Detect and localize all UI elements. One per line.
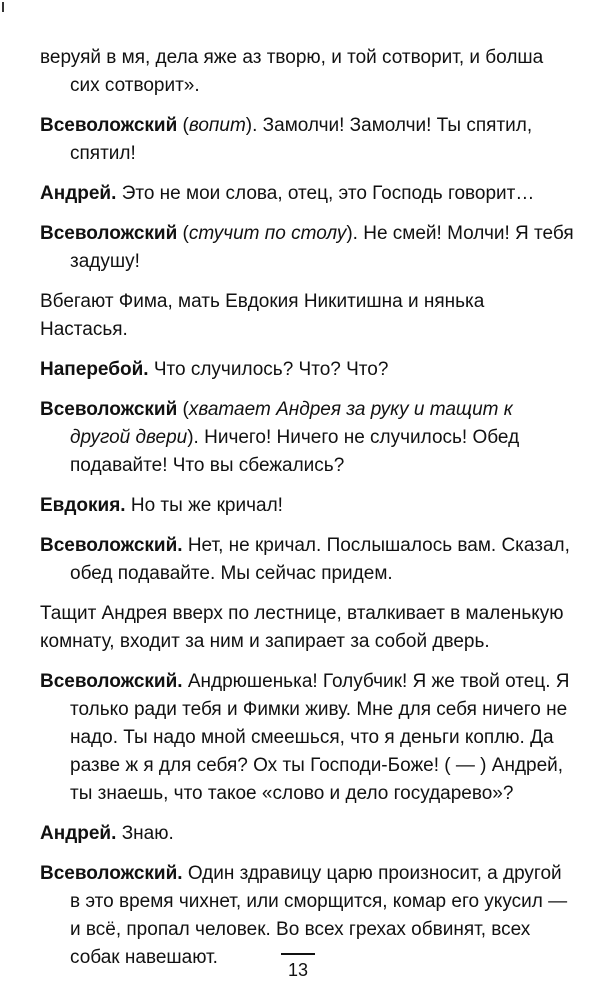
dialogue-line: Всеволожский (хватает Андрея за руку и тащит к другой двери). Ничего! Ничего не случилось! Обед подавайте! Что вы сбежались? [40,399,520,476]
dialogue-text: Замолчи! Замолчи! Ты спятил, спятил! [70,115,533,164]
speaker-name: Наперебой [40,359,144,380]
dialogue-text: Андрюшенька! Голубчик! Я же твой отец. Я только ради тебя и Фимки живу. Мне для себя ничего не надо. Ты надо мной смеешься, что я деньги коплю. Да разве ж я для себя? Ох ты Господи-Боже! ( — ) Андрей, ты знаешь, что такое «слово и дело государево»? [70,671,570,804]
dialogue-text: Нет, не кричал. Послышалось вам. Сказал, обед подавайте. Мы сейчас придем. [70,535,570,584]
dialogue-text: Не смей! Молчи! Я тебя задушу! [70,223,574,272]
speaker-name: Всеволожский [40,399,178,420]
dialogue-text: Знаю. [121,823,174,844]
dialogue-text: Один здравицу царю произносит, а другой в это время чихнет, или сморщится, комар его укусил — и всё, пропал человек. Во всех грехах обвинят, всех собак навешают. [70,863,568,968]
dialogue-text: Ничего! Ничего не случилось! Обед подавайте! Что вы сбежались? [70,427,520,476]
stage-direction: вопит [188,115,246,136]
stage-text: Вбегают Фима, мать Евдокия Никитишна и нянька Настасья. [40,291,485,340]
stage-paragraph [40,600,576,656]
stage-paragraph [40,288,576,344]
speaker-name: Всеволожский [40,535,178,556]
speaker-name: Андрей [40,183,112,204]
stage-direction: стучит по столу [188,223,347,244]
dialogue-line: Всеволожский (вопит). Замолчи! Замолчи! Ты спятил, спятил! [40,115,533,164]
dialogue-text: Что случилось? Что? Что? [153,359,389,380]
stage-direction: хватает Андрея за руку и тащит к другой двери [70,399,513,448]
dialogue-line: Андрей. Знаю. [40,823,174,844]
speaker-name: Всеволожский [40,671,178,692]
speaker-name: Всеволожский [40,223,178,244]
speaker-name: Всеволожский [40,863,178,884]
dialogue-line: Евдокия. Но ты же кричал! [40,495,283,516]
scan-corner-mark [2,2,4,12]
speaker-name: Евдокия [40,495,121,516]
dialogue-line: Всеволожский. Один здравицу царю произносит, а другой в это время чихнет, или сморщится, комар его укусил — и всё, пропал человек. Во всех грехах обвинят, всех собак навешают. [40,863,568,968]
dialogue-line: Всеволожский (стучит по столу). Не смей! Молчи! Я тебя задушу! [40,223,574,272]
dialogue-line: Всеволожский. Андрюшенька! Голубчик! Я же твой отец. Я только ради тебя и Фимки живу. Мне для себя ничего не надо. Ты надо мной смеешься, что я деньги коплю. Да разве ж я для себя? Ох ты Господи-Боже! ( — ) Андрей, ты знаешь, что такое «слово и дело государево»? [40,671,570,804]
page-number: 13 [287,960,309,980]
dialogue-text: Но ты же кричал! [130,495,283,516]
dialogue-text: Это не мои слова, отец, это Господь говорит… [121,183,535,204]
book-page-text [40,44,576,984]
paragraph-text: веруяй в мя, дела яже аз творю, и той сотворит, и болша сих сотворит». [40,47,544,96]
page-number-rule [281,953,315,955]
stage-text: Тащит Андрея вверх по лестнице, вталкивает в маленькую комнату, входит за ним и запирает за собой дверь. [40,603,564,652]
speaker-name: Андрей [40,823,112,844]
speaker-name: Всеволожский [40,115,178,136]
dialogue-line: Наперебой. Что случилось? Что? Что? [40,359,389,380]
dialogue-line: Андрей. Это не мои слова, отец, это Господь говорит… [40,183,535,204]
dialogue-line: Всеволожский. Нет, не кричал. Послышалось вам. Сказал, обед подавайте. Мы сейчас придем. [40,535,570,584]
continued-paragraph [40,44,576,100]
